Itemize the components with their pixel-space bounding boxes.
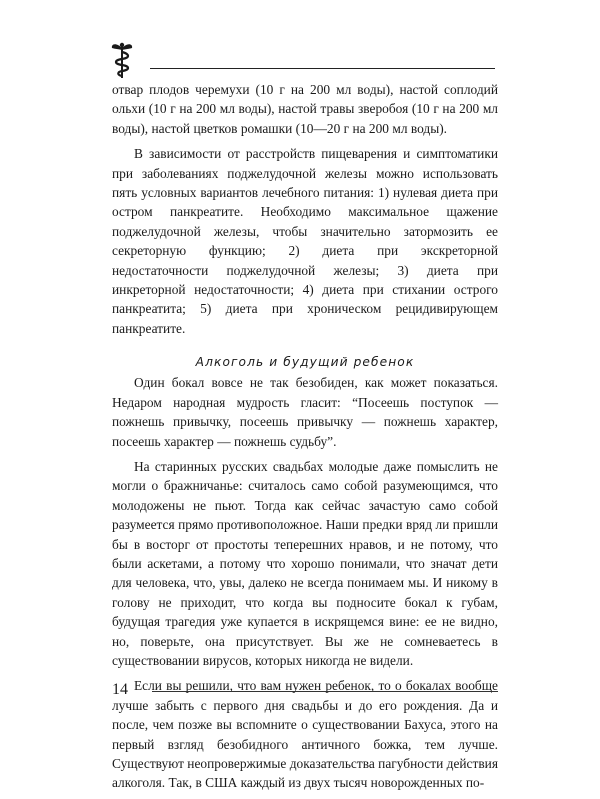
paragraph: Если вы решили, что вам нужен ребенок, то о бокалах вообще лучше забыть с первого дня свадьбы и до его рождения. Да и после, чем позже вы вспомните о существовании Бахуса, этого на первый взгляд безобидного античного божка, тем лучше. Существуют неопровержимые доказательства пагубности действия алкоголя. Так, в США каждый из двух тысяч новорожденных по-	[112, 678, 498, 791]
header-rule	[150, 68, 495, 69]
page-header	[110, 40, 495, 82]
paragraph: На старинных русских свадьбах молодые даже помыслить не могли о бражничанье: считалось само собой разумеющимся, что молодожены не пьют. Тогда как сейчас зачастую само собой разумеется прямо противоположное. Наши предки вряд ли пришли бы в восторг от простоты теперешних нравов, и не потому, что были аскетами, а потому что хорошо понимали, что значат дети для человека, что, увы, далеко не всегда понимаем мы. И никому в голову не приходит, что когда вы подносите бокал к губам, будущая трагедия уже купается в искрящемся вине: ее не видно, но, поверьте, она присутствует. Вы же не сомневаетесь в существовании вирусов, которых никогда не видели.	[112, 458, 498, 668]
section-heading: Алкоголь и будущий ребенок	[195, 355, 415, 370]
paragraph: отвар плодов черемухи (10 г на 200 мл воды), настой соплодий ольхи (10 г на 200 мл воды), настой травы зверобоя (10 г на 200 мл воды), настой цветков ромашки (10—20 г на 200 мл воды).	[112, 82, 498, 136]
page-number: 14	[112, 681, 128, 698]
caduceus-icon	[110, 40, 144, 80]
footer-rule	[152, 691, 498, 692]
paragraph: В зависимости от расстройств пищеварения и симптоматики при заболеваниях поджелудочной железы можно использовать пять условных вариантов лечебного питания: 1) нулевая диета при остром панкреатите. Необходимо максимальное щажение поджелудочной железы, чтобы значительно затормозить ее секреторную функцию; 2) диета при экскреторной недостаточности поджелудочной железы; 3) диета при инкреторной недостаточности; 4) диета при стихании острого панкреатита; 5) диета при хроническом рецидивирующем панкреатите.	[112, 146, 498, 336]
page-footer	[112, 680, 498, 702]
paragraph: Один бокал вовсе не так безобиден, как может показаться. Недаром народная мудрость гласит: “Посеешь поступок — пожнешь привычку, посеешь привычку — пожнешь характер, посеешь характер — пожнешь судьбу”.	[112, 375, 498, 449]
